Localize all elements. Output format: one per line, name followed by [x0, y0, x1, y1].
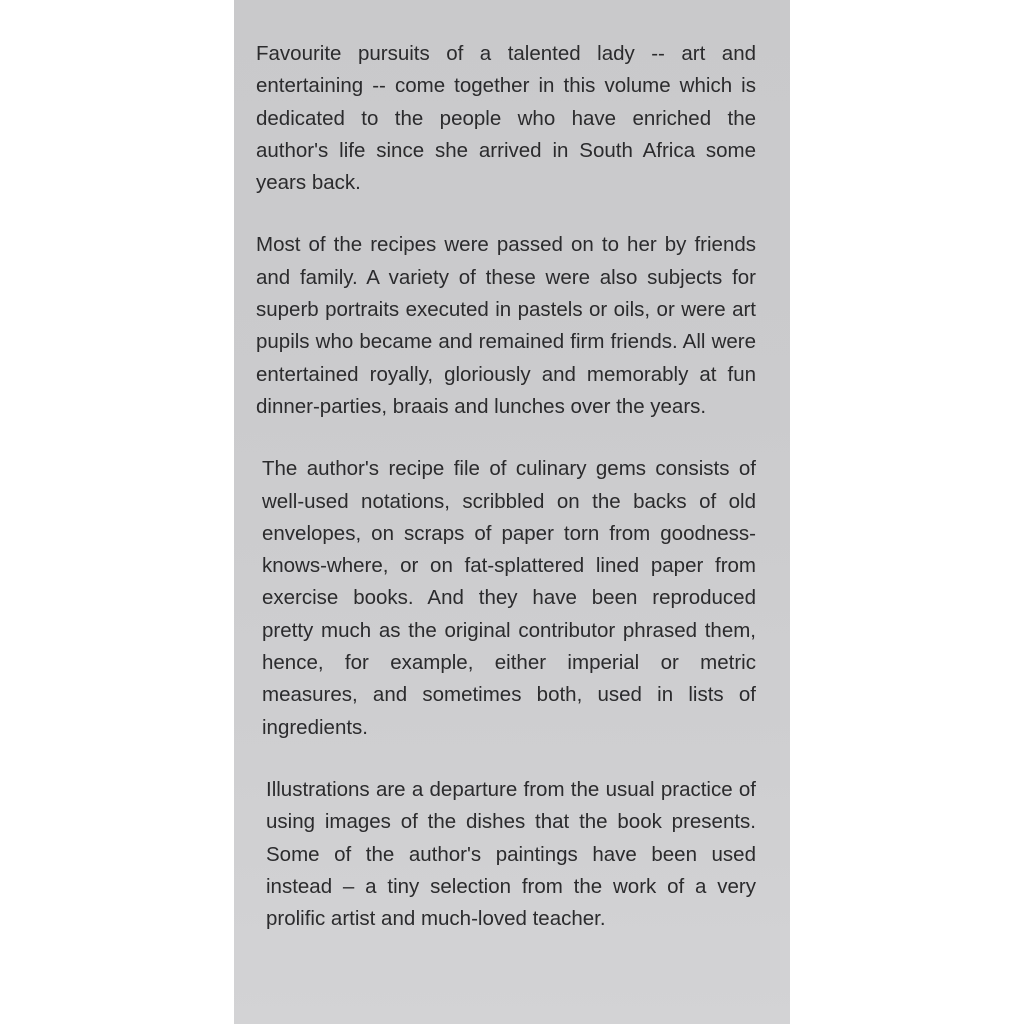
back-cover-panel	[234, 0, 790, 1024]
blurb-paragraph-1: Favourite pursuits of a talented lady -- art and entertaining -- come together in this volume which is dedicated to the people who have enriched the author's life since she arrived in South Africa some years back.	[256, 42, 756, 195]
blurb-paragraph-4: Illustrations are a departure from the usual practice of using images of the dishes that the book presents. Some of the author's paintings have been used instead – a tiny selection from the work of a very prolific artist and much-loved teacher.	[266, 777, 756, 931]
blurb-paragraph-3: The author's recipe file of culinary gems consists of well-used notations, scribbled on the backs of old envelopes, on scraps of paper torn from goodness-knows-where, or on fat-splattered lined paper from exercise books. And they have been reproduced pretty much as the original contributor phrased them, hence, for example, either imperial or metric measures, and sometimes both, used in lists of ingredients.	[262, 457, 756, 739]
blurb-paragraph-2: Most of the recipes were passed on to her by friends and family. A variety of these were also subjects for superb portraits executed in pastels or oils, or were art pupils who became and remained firm friends. All were entertained royally, gloriously and memorably at fun dinner-parties, braais and lunches over the years.	[256, 233, 756, 418]
blurb-text	[256, 38, 756, 965]
